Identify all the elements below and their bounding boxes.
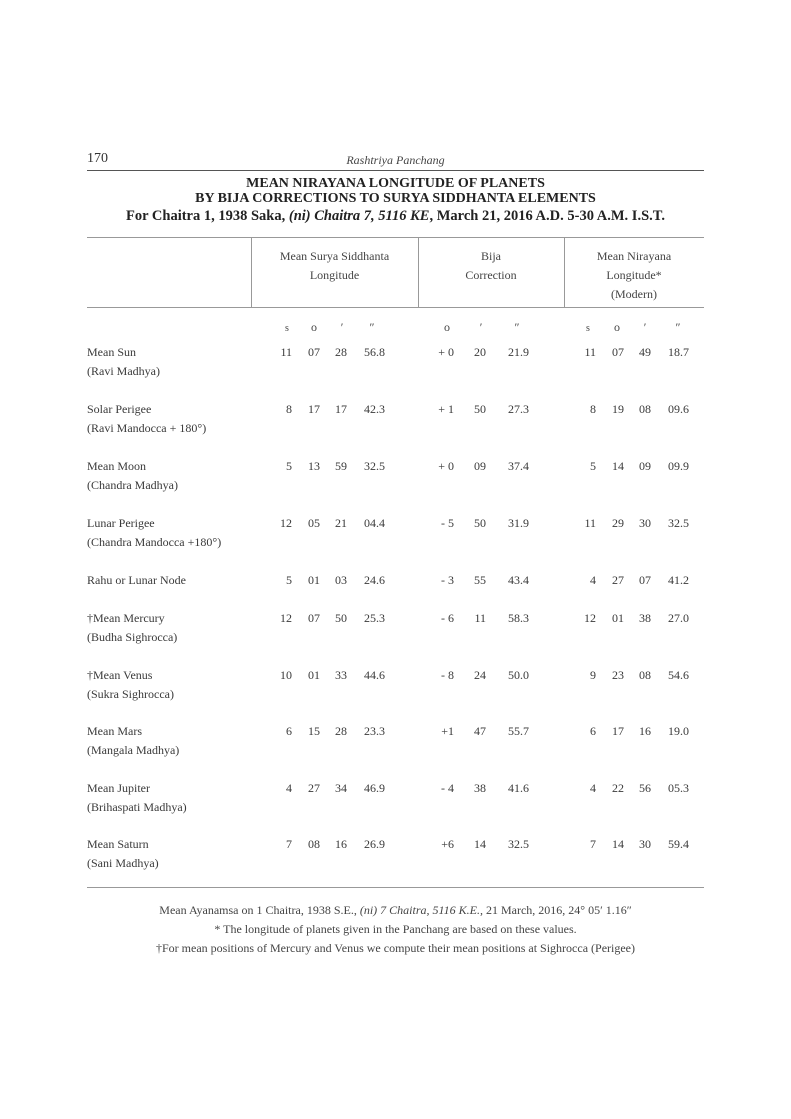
- value-mod-3: 41.2: [668, 573, 689, 587]
- planet-name: [87, 779, 257, 817]
- planet-name-primary: Mean Sun: [87, 345, 136, 359]
- value-ss-0: 11: [280, 345, 292, 359]
- value-ss-1: 08: [308, 837, 320, 851]
- value-ss-2: 28: [335, 345, 347, 359]
- value-ss-0: 8: [286, 402, 292, 416]
- value-mod-3: 32.5: [668, 516, 689, 530]
- value-mod-1: 07: [612, 345, 624, 359]
- planet-name-primary: Mean Moon: [87, 459, 146, 473]
- value-mod-0: 9: [590, 668, 596, 682]
- value-ss-3: 44.6: [364, 668, 385, 682]
- value-mod-2: 56: [639, 781, 651, 795]
- table-bottom-rule: [87, 887, 704, 888]
- planet-name-sanskrit: (Mangala Madhya): [87, 743, 180, 757]
- value-mod-2: 16: [639, 724, 651, 738]
- value-ss-1: 27: [308, 781, 320, 795]
- value-mod-3: 09.6: [668, 402, 689, 416]
- value-bija-2: 21.9: [508, 345, 529, 359]
- value-mod-3: 27.0: [668, 611, 689, 625]
- footnote-ayanamsa: Mean Ayanamsa on 1 Chaitra, 1938 S.E., (ni) 7 Chaitra, 5116 K.E., 21 March, 2016, 24° 05′ 1.16″: [159, 903, 632, 917]
- planet-name-sanskrit: (Ravi Mandocca + 180°): [87, 421, 207, 435]
- planet-name: [87, 514, 257, 552]
- table-header-rule: [87, 307, 704, 308]
- value-ss-0: 12: [280, 611, 292, 625]
- value-bija-0: + 1: [438, 402, 454, 416]
- value-ss-3: 42.3: [364, 402, 385, 416]
- value-ss-1: 01: [308, 668, 320, 682]
- value-bija-2: 58.3: [508, 611, 529, 625]
- value-mod-2: 38: [639, 611, 651, 625]
- value-bija-1: 47: [474, 724, 486, 738]
- value-mod-0: 5: [590, 459, 596, 473]
- table-row: [87, 779, 704, 829]
- value-bija-0: + 0: [438, 345, 454, 359]
- unit-second: ″: [514, 320, 520, 334]
- header-surya-siddhanta: Mean Surya Siddhanta Longitude: [279, 249, 390, 282]
- unit-degree: o: [311, 320, 317, 334]
- value-bija-2: 32.5: [508, 837, 529, 851]
- value-ss-3: 04.4: [364, 516, 385, 530]
- value-bija-1: 50: [474, 516, 486, 530]
- page-number: 170: [87, 151, 108, 166]
- header-mean-nirayana: Mean Nirayana Longitude* (Modern): [596, 249, 672, 301]
- value-ss-1: 07: [308, 611, 320, 625]
- planet-name-primary: Mean Saturn: [87, 837, 149, 851]
- value-ss-2: 28: [335, 724, 347, 738]
- unit-degree: o: [614, 320, 620, 334]
- value-ss-0: 4: [286, 781, 292, 795]
- value-bija-0: - 8: [441, 668, 454, 682]
- value-bija-2: 27.3: [508, 402, 529, 416]
- planet-name-sanskrit: (Chandra Madhya): [87, 478, 178, 492]
- value-ss-1: 07: [308, 345, 320, 359]
- value-mod-3: 09.9: [668, 459, 689, 473]
- value-ss-3: 26.9: [364, 837, 385, 851]
- value-mod-3: 18.7: [668, 345, 689, 359]
- planet-name: [87, 722, 257, 760]
- value-ss-2: 34: [335, 781, 347, 795]
- table-row: [87, 400, 704, 450]
- value-bija-0: + 0: [438, 459, 454, 473]
- value-mod-2: 07: [639, 573, 651, 587]
- value-mod-0: 7: [590, 837, 596, 851]
- value-bija-2: 37.4: [508, 459, 529, 473]
- value-ss-1: 15: [308, 724, 320, 738]
- value-ss-0: 10: [280, 668, 292, 682]
- value-ss-1: 05: [308, 516, 320, 530]
- value-mod-0: 11: [584, 345, 596, 359]
- value-mod-0: 11: [584, 516, 596, 530]
- value-ss-0: 7: [286, 837, 292, 851]
- running-head: Rashtriya Panchang: [346, 153, 445, 167]
- planet-name: [87, 457, 257, 495]
- table-top-rule: [87, 237, 704, 238]
- header-bija-correction: Bija Correction: [465, 249, 517, 282]
- unit-minute: ′: [340, 320, 344, 334]
- value-bija-2: 41.6: [508, 781, 529, 795]
- value-mod-0: 4: [590, 573, 596, 587]
- value-mod-0: 6: [590, 724, 596, 738]
- unit-sign: s: [586, 323, 590, 334]
- value-bija-0: +6: [441, 837, 454, 851]
- value-mod-3: 05.3: [668, 781, 689, 795]
- value-ss-0: 5: [286, 459, 292, 473]
- planet-name-sanskrit: (Brihaspati Madhya): [87, 800, 187, 814]
- value-mod-1: 27: [612, 573, 624, 587]
- value-bija-1: 09: [474, 459, 486, 473]
- value-mod-3: 59.4: [668, 837, 689, 851]
- unit-degree: o: [444, 320, 450, 334]
- value-ss-2: 03: [335, 573, 347, 587]
- value-ss-3: 56.8: [364, 345, 385, 359]
- value-ss-0: 12: [280, 516, 292, 530]
- value-mod-3: 19.0: [668, 724, 689, 738]
- value-ss-2: 50: [335, 611, 347, 625]
- planet-name: [87, 835, 257, 873]
- value-bija-2: 50.0: [508, 668, 529, 682]
- value-ss-3: 25.3: [364, 611, 385, 625]
- value-bija-1: 11: [474, 611, 486, 625]
- unit-minute: ′: [479, 320, 483, 334]
- planet-name: [87, 571, 257, 590]
- planet-name-sanskrit: (Budha Sighrocca): [87, 630, 178, 644]
- planet-name: [87, 666, 257, 704]
- value-mod-0: 8: [590, 402, 596, 416]
- table-row: [87, 666, 704, 716]
- value-bija-2: 43.4: [508, 573, 529, 587]
- planet-name: [87, 609, 257, 647]
- table-row: [87, 722, 704, 772]
- planet-name-primary: Rahu or Lunar Node: [87, 573, 186, 587]
- value-bija-1: 20: [474, 345, 486, 359]
- planet-name: [87, 343, 257, 381]
- value-bija-1: 50: [474, 402, 486, 416]
- table-row: [87, 343, 704, 393]
- planet-name-primary: Solar Perigee: [87, 402, 152, 416]
- header-rule: [87, 170, 704, 171]
- value-bija-1: 55: [474, 573, 486, 587]
- value-mod-2: 08: [639, 668, 651, 682]
- value-mod-1: 19: [612, 402, 624, 416]
- value-ss-3: 23.3: [364, 724, 385, 738]
- value-ss-2: 16: [335, 837, 347, 851]
- value-mod-1: 22: [612, 781, 624, 795]
- value-bija-1: 14: [474, 837, 486, 851]
- value-ss-1: 13: [308, 459, 320, 473]
- footnote-dagger: †For mean positions of Mercury and Venus we compute their mean positions at Sighrocca (Perigee): [156, 941, 635, 955]
- title-line-1: MEAN NIRAYANA LONGITUDE OF PLANETS: [246, 176, 545, 191]
- value-mod-2: 30: [639, 516, 651, 530]
- planet-name-sanskrit: (Sukra Sighrocca): [87, 687, 174, 701]
- planet-name-primary: †Mean Mercury: [87, 611, 165, 625]
- value-mod-0: 4: [590, 781, 596, 795]
- value-mod-1: 14: [612, 459, 624, 473]
- planet-name: [87, 400, 257, 438]
- unit-second: ″: [369, 320, 375, 334]
- planet-name-sanskrit: (Chandra Mandocca +180°): [87, 535, 222, 549]
- value-ss-3: 46.9: [364, 781, 385, 795]
- value-mod-0: 12: [584, 611, 596, 625]
- value-bija-1: 24: [474, 668, 486, 682]
- value-bija-0: - 6: [441, 611, 454, 625]
- value-bija-2: 55.7: [508, 724, 529, 738]
- unit-sign: s: [285, 323, 289, 334]
- table-row: [87, 609, 704, 659]
- value-ss-3: 32.5: [364, 459, 385, 473]
- value-mod-1: 29: [612, 516, 624, 530]
- value-ss-3: 24.6: [364, 573, 385, 587]
- value-ss-2: 59: [335, 459, 347, 473]
- value-mod-3: 54.6: [668, 668, 689, 682]
- value-mod-2: 30: [639, 837, 651, 851]
- table-row: [87, 835, 704, 885]
- value-bija-0: - 5: [441, 516, 454, 530]
- value-ss-1: 01: [308, 573, 320, 587]
- value-ss-2: 17: [335, 402, 347, 416]
- table-row: [87, 514, 704, 564]
- value-mod-2: 08: [639, 402, 651, 416]
- value-mod-1: 23: [612, 668, 624, 682]
- value-mod-1: 01: [612, 611, 624, 625]
- value-bija-0: - 4: [441, 781, 454, 795]
- value-bija-0: +1: [441, 724, 454, 738]
- value-bija-0: - 3: [441, 573, 454, 587]
- value-ss-1: 17: [308, 402, 320, 416]
- title-line-2: BY BIJA CORRECTIONS TO SURYA SIDDHANTA ELEMENTS: [195, 191, 596, 206]
- table-row: [87, 457, 704, 507]
- value-ss-0: 5: [286, 573, 292, 587]
- unit-second: ″: [675, 320, 681, 334]
- value-ss-2: 33: [335, 668, 347, 682]
- title-line-3-italic: (ni) Chaitra 7, 5116 KE: [288, 208, 430, 224]
- value-bija-2: 31.9: [508, 516, 529, 530]
- planet-name-primary: Mean Jupiter: [87, 781, 150, 795]
- planet-name-primary: Mean Mars: [87, 724, 142, 738]
- value-mod-1: 17: [612, 724, 624, 738]
- planet-name-sanskrit: (Sani Madhya): [87, 856, 159, 870]
- title-line-3: For Chaitra 1, 1938 Saka, (ni) Chaitra 7, 5116 KE, March 21, 2016 A.D. 5-30 A.M. I.S.T.: [126, 208, 665, 224]
- unit-minute: ′: [643, 320, 647, 334]
- planet-name-sanskrit: (Ravi Madhya): [87, 364, 160, 378]
- value-mod-2: 09: [639, 459, 651, 473]
- footnote-star: * The longitude of planets given in the Panchang are based on these values.: [214, 922, 577, 936]
- value-bija-1: 38: [474, 781, 486, 795]
- planet-name-primary: †Mean Venus: [87, 668, 153, 682]
- value-ss-2: 21: [335, 516, 347, 530]
- planet-name-primary: Lunar Perigee: [87, 516, 155, 530]
- value-mod-2: 49: [639, 345, 651, 359]
- value-ss-0: 6: [286, 724, 292, 738]
- value-mod-1: 14: [612, 837, 624, 851]
